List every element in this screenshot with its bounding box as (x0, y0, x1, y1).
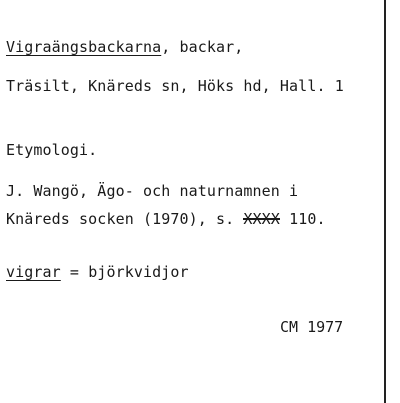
section-label: Etymologi. (6, 141, 98, 159)
signature: CM 1977 (280, 318, 344, 336)
headword-suffix: , backar, (161, 38, 244, 56)
headword: Vigraängsbackarna (6, 38, 162, 56)
etymology-line (6, 263, 189, 281)
headword-line (6, 38, 243, 56)
reference-line-2 (6, 210, 326, 228)
reference-line-1: J. Wangö, Ägo- och naturnamnen i (6, 182, 299, 200)
reference-prefix: Knäreds socken (1970), s. (6, 210, 244, 228)
location-line: Träsilt, Knäreds sn, Höks hd, Hall. 1 (6, 77, 344, 95)
reference-suffix: 110. (279, 210, 326, 228)
etymology-definition: = björkvidjor (60, 263, 189, 281)
card-edge-rule (384, 0, 386, 403)
struck-out-text: XXXX (243, 210, 280, 228)
etymology-term: vigrar (6, 263, 61, 281)
